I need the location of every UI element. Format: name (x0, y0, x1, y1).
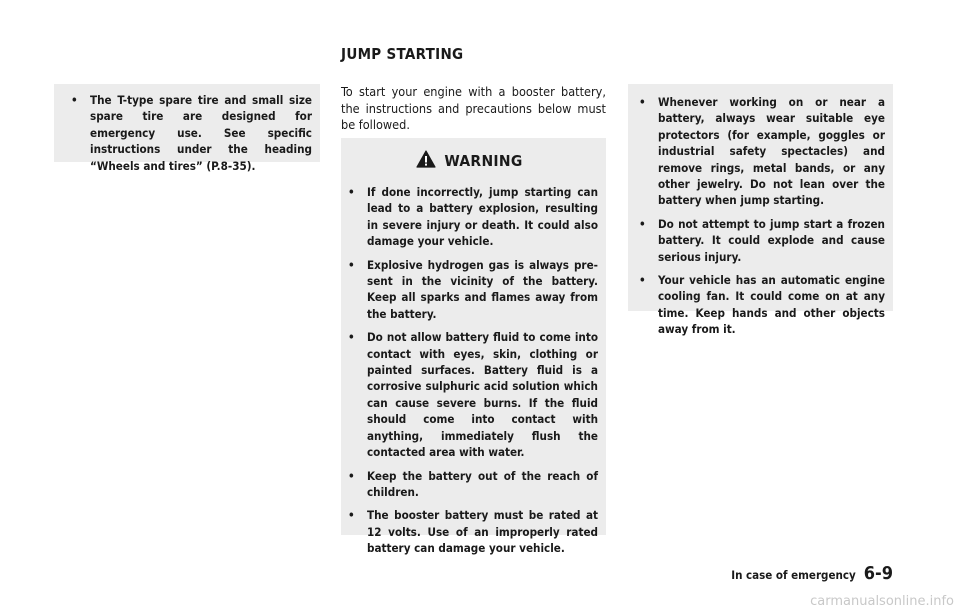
section-title: JUMP STARTING (341, 45, 464, 63)
left-note-box (54, 84, 320, 173)
warning-title: WARNING (444, 152, 523, 170)
right-note-box (628, 84, 893, 337)
chapter-title: In case of emergency (731, 568, 856, 582)
list-item: • The booster battery must be rated at 12 volts. Use of an improperly rated battery can damage your vehicle. (348, 508, 598, 556)
watermark: carmanualsonline.info (810, 594, 954, 609)
bullet-icon: • (348, 257, 355, 272)
warning-triangle-icon (416, 150, 436, 172)
list-item: • Whenever working on or near a battery, always wear suitable eye protectors (for example, goggles or industrial safety spectacles) and remove rings, metal bands, or any other jewelry. Do not lean over the battery when jump starting. (639, 95, 885, 208)
bullet-icon: • (639, 95, 646, 109)
bullet-icon: • (348, 185, 355, 199)
list-item: • The T-type spare tire and small size spare tire are designed for emergency use. See specific instructions under the heading “Wheels and tires” (P.8-35). (71, 93, 312, 173)
warning-box (341, 138, 606, 556)
right-note-list (632, 94, 885, 338)
list-item: • If done incorrectly, jump starting can lead to a battery explosion, resulting in severe injury or death. It could also damage your vehicle. (348, 185, 598, 249)
list-item: • Keep the battery out of the reach of children. (348, 468, 598, 499)
page-number: 6-9 (863, 563, 893, 584)
page-footer (731, 563, 893, 584)
intro-paragraph: To start your engine with a booster battery, the instructions and precautions below must be followed. (341, 84, 606, 133)
bullet-icon: • (348, 508, 355, 523)
bullet-icon: • (348, 468, 355, 483)
list-item: • Explosive hydrogen gas is always pre-sent in the vicinity of the battery. Keep all sparks and flames away from the battery. (348, 257, 598, 321)
bullet-icon: • (639, 216, 646, 231)
warning-header (341, 138, 598, 174)
bullet-icon: • (639, 273, 646, 288)
warning-list (341, 184, 598, 557)
list-item: • Your vehicle has an automatic engine cooling fan. It could come on at any time. Keep hands and other objects away from it. (639, 273, 885, 337)
bullet-icon: • (71, 93, 78, 107)
left-note-list (64, 92, 312, 174)
list-item: • Do not attempt to jump start a frozen battery. It could explode and cause serious injury. (639, 216, 885, 264)
bullet-icon: • (348, 330, 355, 345)
list-item: • Do not allow battery fluid to come into contact with eyes, skin, clothing or painted surfaces. Battery fluid is a corrosive sulphuric acid solution which can cause severe burns. If the fluid should come into contact with anything, immediately flush the contacted area with water. (348, 330, 598, 460)
